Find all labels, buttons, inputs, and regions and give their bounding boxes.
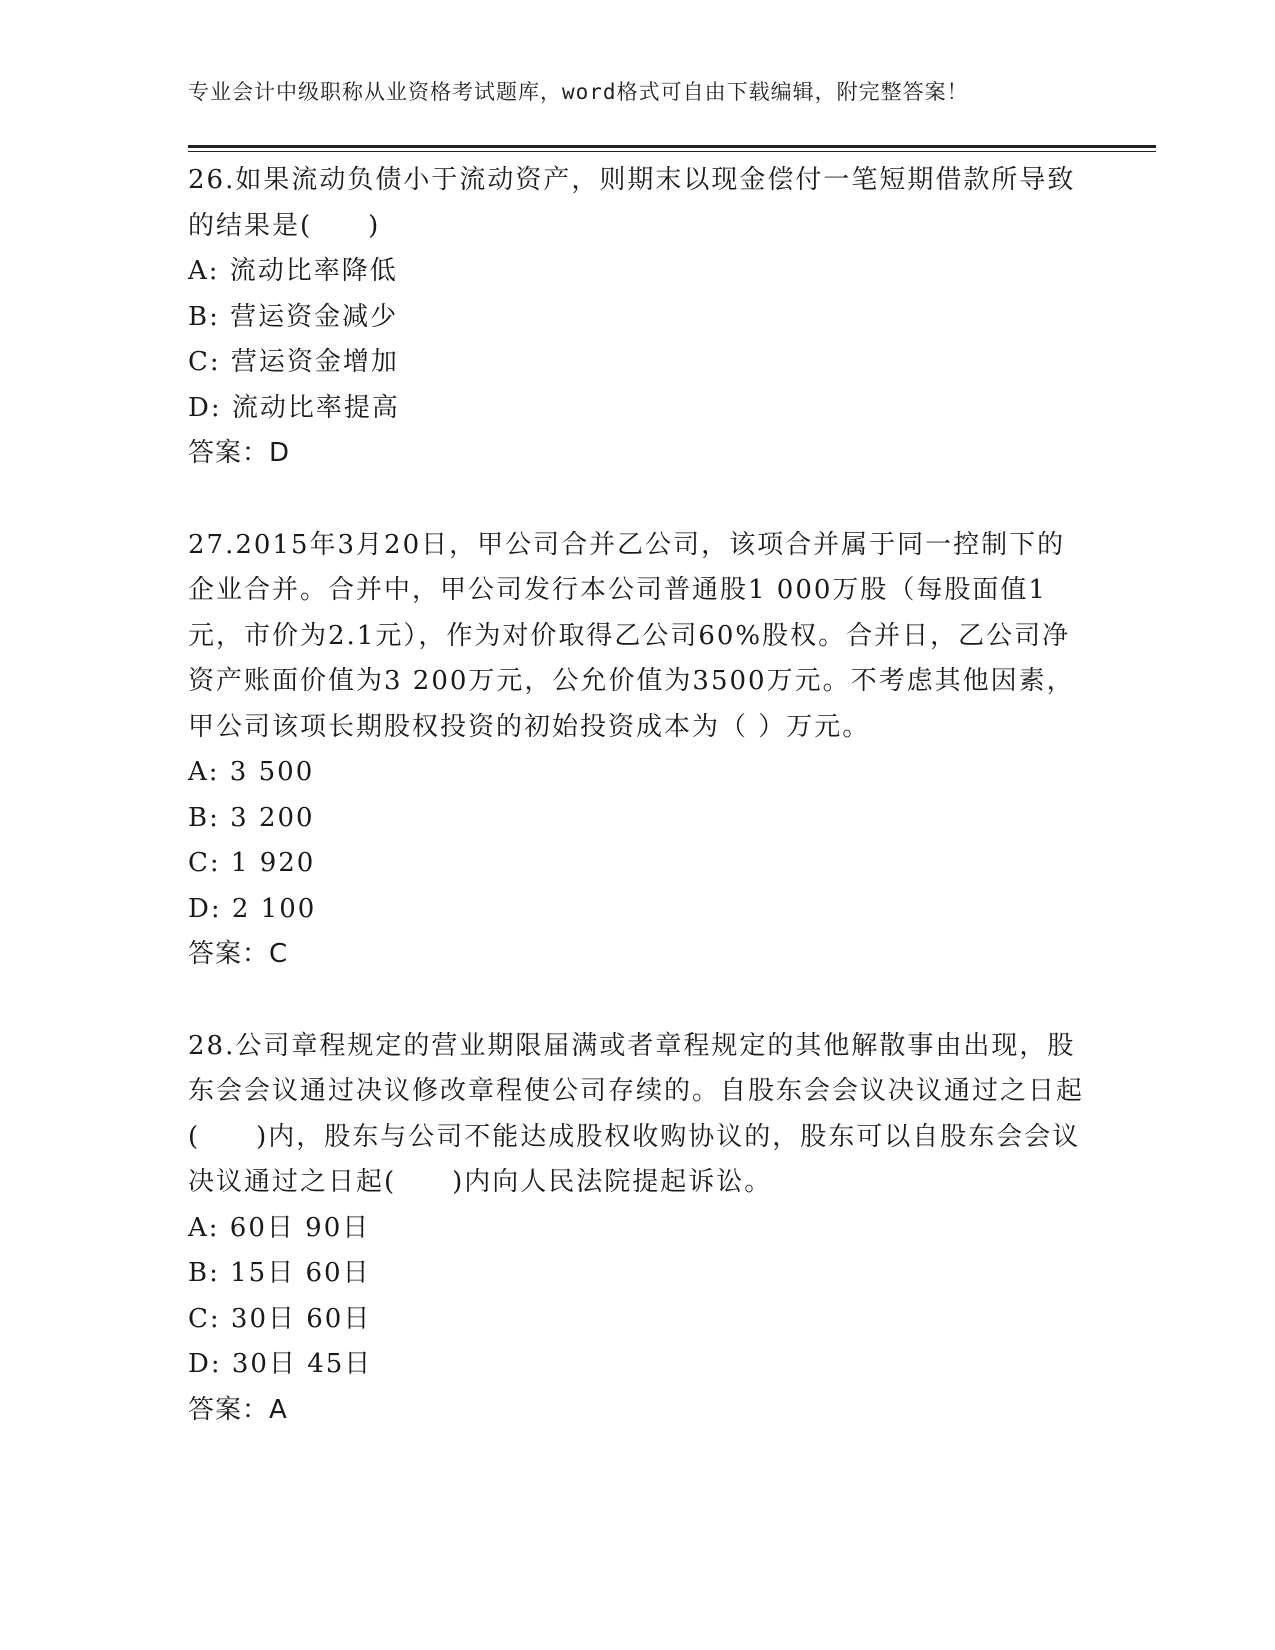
option-d: D: 2 100 — [188, 893, 317, 924]
page-header: 专业会计中级职称从业资格考试题库，word格式可自由下载编辑，附完整答案！ — [188, 80, 969, 104]
question-stem: 27.2015年3月20日，甲公司合并乙公司，该项合并属于同一控制下的企业合并。合并中，甲公司发行本公司普通股1 000万股（每股面值1元，市价为2.1元），作为对价取得乙公司60%股权。合并日，乙公司净资产账面价值为3 200万元，公允价值为3500万元。不考虑其他因素，甲公司该项长期股权投资的初始投资成本为（ ）万元。 — [188, 529, 1075, 742]
header-rule-thin — [188, 151, 1156, 152]
option-b: B: 营运资金减少 — [188, 301, 399, 332]
question-list — [188, 158, 1088, 1433]
option-b: B: 3 200 — [188, 802, 315, 833]
question-stem: 28.公司章程规定的营业期限届满或者章程规定的其他解散事由出现，股东会会议通过决议修改章程使公司存续的。自股东会会议决议通过之日起( )内，股东与公司不能达成股权收购协议的，股东可以自股东会会议决议通过之日起( )内向人民法院提起诉讼。 — [188, 1030, 1085, 1197]
option-a: A: 60日 90日 — [188, 1212, 371, 1243]
option-a: A: 3 500 — [188, 757, 315, 787]
spacer — [188, 477, 1088, 523]
option-b: B: 15日 60日 — [188, 1258, 371, 1288]
option-d: D: 流动比率提高 — [188, 392, 400, 423]
question-stem: 26.如果流动负债小于流动资产，则期末以现金偿付一笔短期借款所导致的结果是( ) — [188, 165, 1076, 241]
question-27 — [188, 523, 1088, 978]
answer-line: 答案：D — [188, 438, 291, 468]
question-28 — [188, 1024, 1088, 1434]
option-d: D: 30日 45日 — [188, 1349, 373, 1379]
option-c: C: 营运资金增加 — [188, 347, 399, 377]
option-c: C: 30日 60日 — [188, 1303, 372, 1334]
question-26 — [188, 158, 1088, 477]
option-c: C: 1 920 — [188, 848, 316, 878]
header-rule-thick — [188, 145, 1156, 148]
spacer — [188, 978, 1088, 1024]
option-a: A: 流动比率降低 — [188, 256, 398, 286]
answer-line: 答案：C — [188, 939, 289, 969]
answer-line: 答案：A — [188, 1394, 288, 1425]
